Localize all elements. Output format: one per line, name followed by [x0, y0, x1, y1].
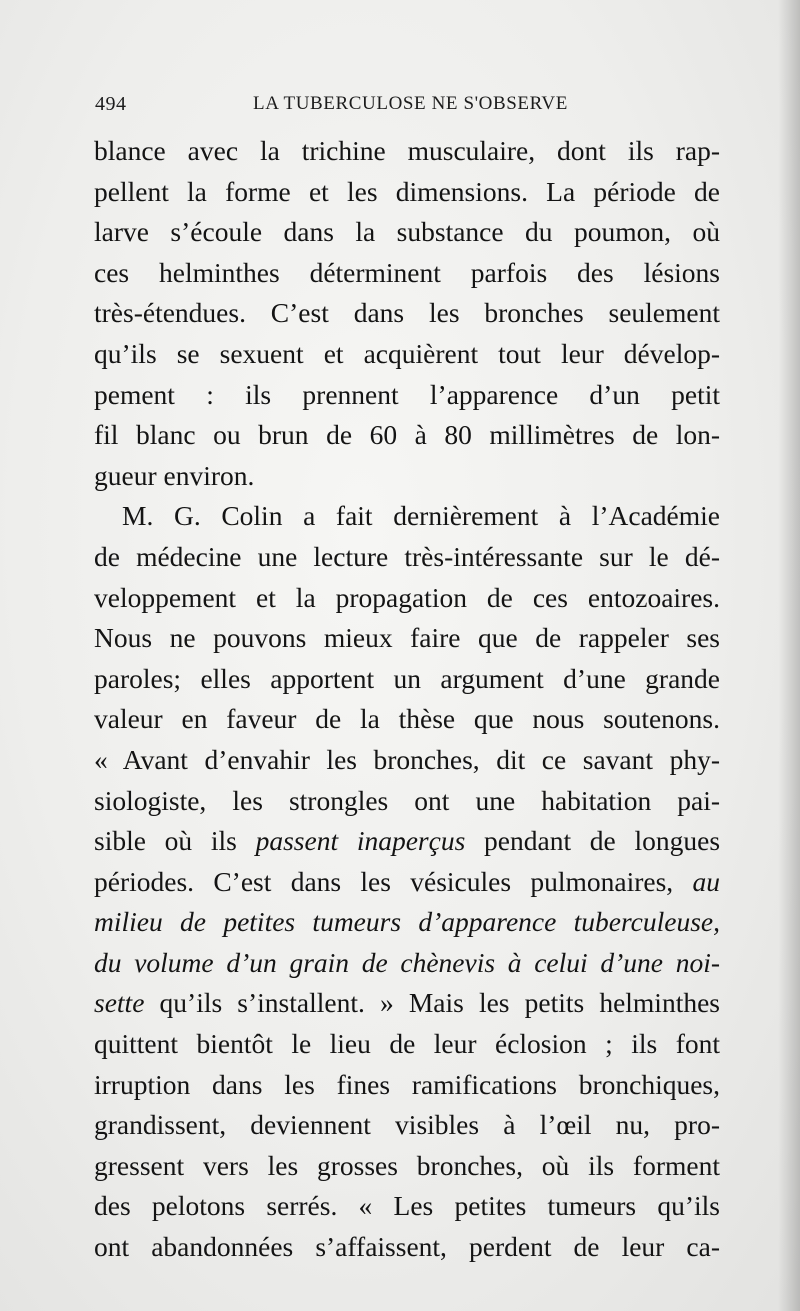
italic-text-run: milieu de petites tumeurs d’apparence tuberculeuse,: [94, 906, 720, 938]
text-line: paroles; elles apportent un argument d’une grande: [94, 662, 720, 694]
text-line: gueur environ.: [94, 459, 255, 491]
text-line: pement : ils prennent l’apparence d’un petit: [94, 378, 720, 410]
text-line: [94, 983, 720, 1024]
running-title: LA TUBERCULOSE NE S'OBSERVE: [253, 93, 568, 114]
page-number: 494: [95, 93, 127, 115]
italic-text-run: au: [692, 865, 720, 897]
text-line: gressent vers les grosses bronches, où ils forment: [94, 1149, 720, 1181]
text-line: Nous ne pouvons mieux faire que de rappeler ses: [94, 622, 720, 654]
text-line: quittent bientôt le lieu de leur éclosion ; ils font: [94, 1028, 720, 1060]
text-line: [94, 821, 720, 862]
text-line: ont abandonnées s’affaissent, perdent de leur ca-: [94, 1231, 720, 1263]
italic-text-run: sette: [94, 987, 145, 1019]
text-line: grandissent, deviennent visibles à l’œil nu, pro-: [94, 1109, 720, 1141]
italic-text-run: du volume d’un grain de chènevis à celui d’une noi-: [94, 946, 720, 978]
text-line: [94, 862, 720, 903]
text-line: siologiste, les strongles ont une habitation pai-: [94, 784, 720, 816]
text-line: fil blanc ou brun de 60 à 80 millimètres de lon-: [94, 419, 720, 451]
text-line: qu’ils se sexuent et acquièrent tout leur dévelop-: [94, 337, 720, 369]
text-run: qu’ils s’installent. » Mais les petits helminthes: [159, 987, 720, 1019]
text-line: [94, 902, 720, 943]
text-line: veloppement et la propagation de ces entozoaires.: [94, 581, 720, 613]
text-line: des pelotons serrés. « Les petites tumeurs qu’ils: [94, 1190, 720, 1222]
text-line: blance avec la trichine musculaire, dont ils rap-: [94, 135, 720, 166]
text-line: larve s’écoule dans la substance du poumon, où: [94, 216, 720, 248]
page-header: [95, 93, 715, 123]
text-line: « Avant d’envahir les bronches, dit ce savant phy-: [94, 743, 720, 775]
text-run: périodes. C’est dans les vésicules pulmonaires,: [94, 865, 674, 897]
text-line: ces helminthes déterminent parfois des lésions: [94, 256, 720, 288]
text-run: pendant de longues: [484, 825, 720, 857]
text-line: [94, 943, 720, 984]
text-run: sible où ils: [94, 825, 237, 857]
text-line: M. G. Colin a fait dernièrement à l’Académie: [122, 500, 720, 532]
text-line: irruption dans les fines ramifications bronchiques,: [94, 1068, 720, 1100]
page-edge-shadow: [778, 0, 800, 1311]
text-line: très-étendues. C’est dans les bronches seulement: [94, 297, 720, 329]
body-text: [94, 131, 720, 1268]
italic-text-run: passent inaperçus: [255, 825, 466, 857]
text-line: valeur en faveur de la thèse que nous soutenons.: [94, 703, 720, 735]
text-line: de médecine une lecture très-intéressante sur le dé-: [94, 540, 720, 572]
text-line: pellent la forme et les dimensions. La période de: [94, 175, 720, 207]
